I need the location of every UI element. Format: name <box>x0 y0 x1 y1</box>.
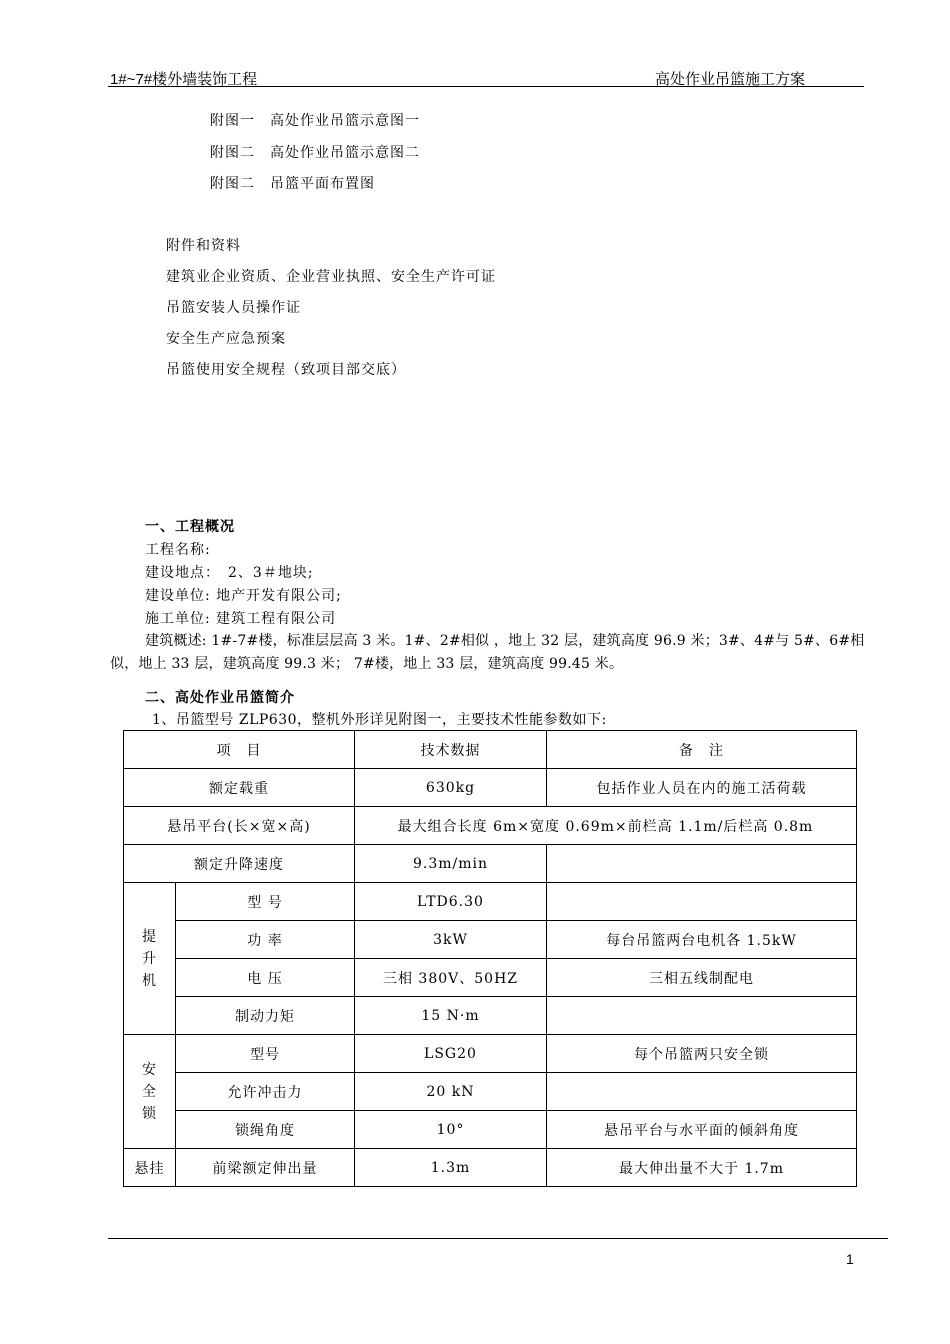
table-row <box>124 769 857 807</box>
table-row <box>124 997 857 1035</box>
row-label: 额定升降速度 <box>124 845 355 883</box>
table-row <box>124 845 857 883</box>
page-number: 1 <box>846 1251 854 1267</box>
row-remark <box>547 845 857 883</box>
figure-item-1: 附图一 高处作业吊篮示意图一 <box>210 113 420 129</box>
row-remark <box>547 883 857 921</box>
row-label: 型 号 <box>176 883 355 921</box>
row-label: 功 率 <box>176 921 355 959</box>
row-value: 20 kN <box>355 1073 547 1111</box>
header-item: 项 目 <box>124 731 355 769</box>
attachment-item-1: 建筑业企业资质、企业营业执照、安全生产许可证 <box>166 269 496 285</box>
project-name-line: 工程名称: <box>145 542 211 558</box>
header-tech-data: 技术数据 <box>355 731 547 769</box>
row-value: 15 N·m <box>355 997 547 1035</box>
row-value: LSG20 <box>355 1035 547 1073</box>
section1-heading: 一、工程概况 <box>145 519 235 535</box>
table-row <box>124 959 857 997</box>
row-label: 制动力矩 <box>176 997 355 1035</box>
table-row <box>124 1035 857 1073</box>
suspension-group-label: 悬挂 <box>124 1149 176 1187</box>
row-value: 630kg <box>355 769 547 807</box>
attachment-item-2: 吊篮安装人员操作证 <box>166 300 301 316</box>
row-label: 前梁额定伸出量 <box>176 1149 355 1187</box>
row-value: 10° <box>355 1111 547 1149</box>
table-row <box>124 883 857 921</box>
table-row <box>124 1111 857 1149</box>
row-value: 最大组合长度 6m×宽度 0.69m×前栏高 1.1m/后栏高 0.8m <box>355 807 857 845</box>
table-row <box>124 921 857 959</box>
row-remark: 悬吊平台与水平面的倾斜角度 <box>547 1111 857 1149</box>
row-remark: 每个吊篮两只安全锁 <box>547 1035 857 1073</box>
table-row <box>124 807 857 845</box>
lock-group-label: 安 全 锁 <box>124 1035 176 1149</box>
row-value: 9.3m/min <box>355 845 547 883</box>
table-row <box>124 1073 857 1111</box>
attachments-heading: 附件和资料 <box>166 238 241 254</box>
hoist-group-label: 提 升 机 <box>124 883 176 1035</box>
owner-line: 建设单位: 地产开发有限公司; <box>145 588 342 604</box>
row-remark: 最大伸出量不大于 1.7m <box>547 1149 857 1187</box>
row-remark <box>547 997 857 1035</box>
row-value: 3kW <box>355 921 547 959</box>
row-value: 1.3m <box>355 1149 547 1187</box>
attachment-item-4: 吊篮使用安全规程（致项目部交底） <box>166 362 406 378</box>
header-left-title: 1#~7#楼外墙装饰工程 <box>110 71 258 88</box>
site-location-line: 建设地点： 2、3＃地块; <box>145 565 314 581</box>
section2-intro: 1、吊篮型号 ZLP630，整机外形详见附图一，主要技术性能参数如下: <box>152 712 607 728</box>
row-remark <box>547 1073 857 1111</box>
contractor-line: 施工单位: 建筑工程有限公司 <box>145 611 337 627</box>
attachment-item-3: 安全生产应急预案 <box>166 331 286 347</box>
row-label: 电 压 <box>176 959 355 997</box>
header-right-title: 高处作业吊篮施工方案 <box>655 71 806 88</box>
header-remarks: 备 注 <box>547 731 857 769</box>
row-value: LTD6.30 <box>355 883 547 921</box>
row-label: 允许冲击力 <box>176 1073 355 1111</box>
row-remark: 三相五线制配电 <box>547 959 857 997</box>
figure-item-3: 附图二 吊篮平面布置图 <box>210 176 375 192</box>
row-remark: 每台吊篮两台电机各 1.5kW <box>547 921 857 959</box>
footer-rule <box>108 1238 888 1239</box>
overview-line-1: 建筑概述: 1#-7#楼，标准层层高 3 米。1#、2#相似 ，地上 32 层，建筑高度 96.9 米；3#、4#与 5#、6#相 <box>145 633 865 649</box>
row-label: 锁绳角度 <box>176 1111 355 1149</box>
table-row <box>124 1149 857 1187</box>
row-label: 悬吊平台(长×宽×高) <box>124 807 355 845</box>
table-header-row <box>124 731 857 769</box>
row-remark: 包括作业人员在内的施工活荷载 <box>547 769 857 807</box>
figure-item-2: 附图二 高处作业吊篮示意图二 <box>210 145 420 161</box>
row-label: 型号 <box>176 1035 355 1073</box>
row-label: 额定载重 <box>124 769 355 807</box>
row-value: 三相 380V、50HZ <box>355 959 547 997</box>
header-rule <box>108 86 864 87</box>
spec-table <box>123 730 857 1187</box>
section2-heading: 二、高处作业吊篮简介 <box>145 690 295 706</box>
overview-line-2: 似，地上 33 层，建筑高度 99.3 米； 7#楼，地上 33 层，建筑高度 99.45 米。 <box>110 656 624 672</box>
